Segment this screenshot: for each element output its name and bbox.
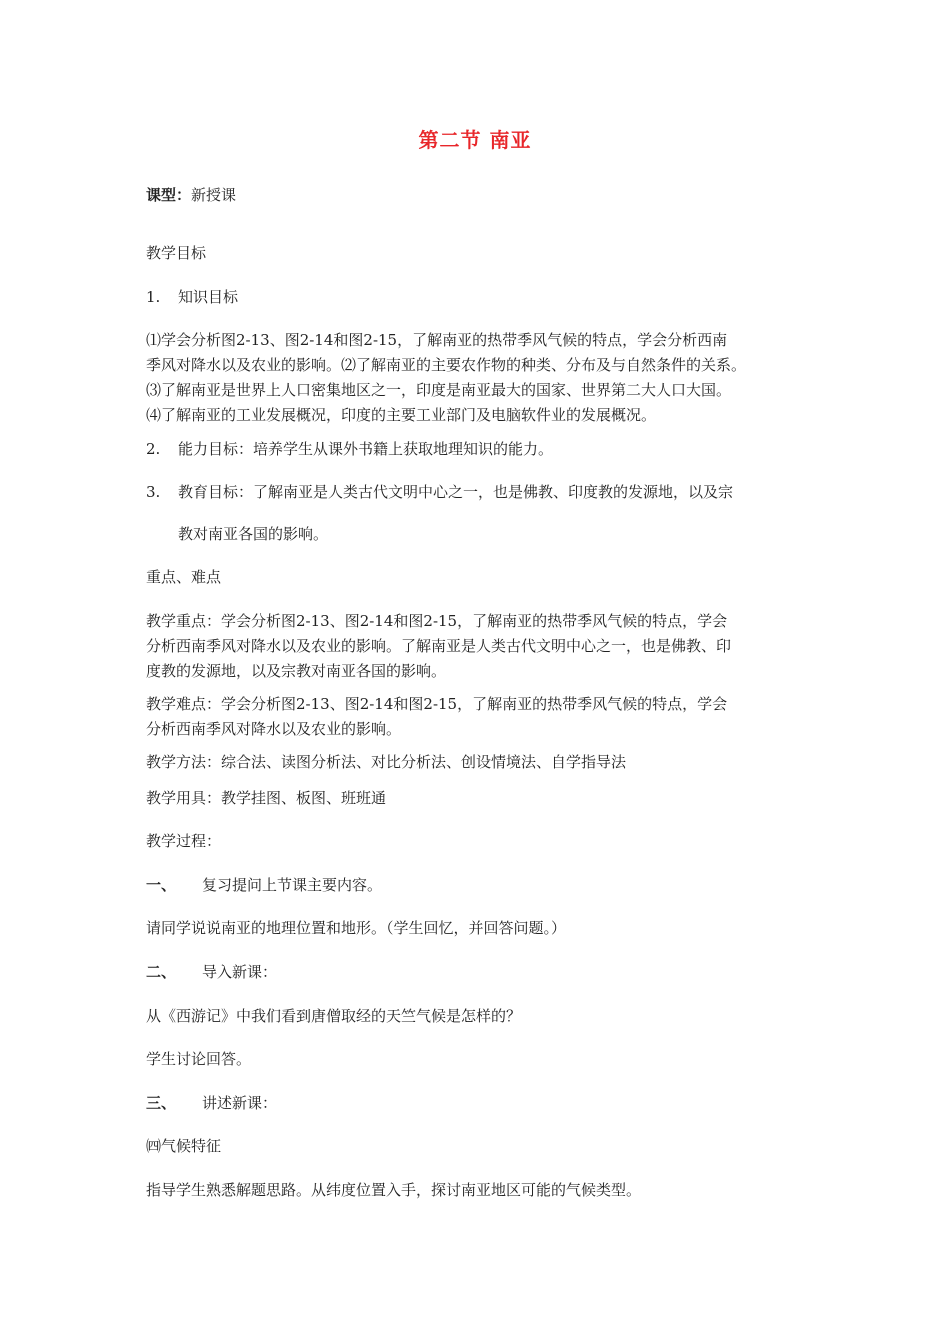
teaching-methods: 教学方法：综合法、读图分析法、对比分析法、创设情境法、自学指导法 bbox=[146, 753, 627, 771]
item-number: 2. bbox=[146, 440, 161, 458]
difficulties-line-2: 分析西南季风对降水以及农业的影响。 bbox=[146, 720, 402, 738]
item-number: 3. bbox=[146, 483, 161, 501]
page-title: 第二节 南亚 bbox=[418, 128, 532, 152]
lesson-type-value: 新授课 bbox=[191, 186, 237, 204]
process-heading: 教学过程： bbox=[146, 832, 222, 850]
knowledge-objective-heading bbox=[146, 285, 238, 310]
section-number: 二、 bbox=[146, 963, 177, 981]
lesson-type-label: 课型： bbox=[146, 186, 192, 204]
section-2-heading bbox=[146, 960, 277, 985]
climate-heading: ㈣气候特征 bbox=[146, 1137, 222, 1155]
key-points-line-2: 分析西南季风对降水以及农业的影响。了解南亚是人类古代文明中心之一，也是佛教、印 bbox=[146, 637, 732, 655]
section-1-body: 请同学说说南亚的地理位置和地形。（学生回忆，并回答问题。） bbox=[146, 919, 567, 937]
education-objective bbox=[146, 480, 733, 505]
section-3-heading bbox=[146, 1091, 277, 1116]
section-number: 一、 bbox=[146, 876, 177, 894]
objectives-heading: 教学目标 bbox=[146, 244, 207, 262]
item-label: 知识目标 bbox=[178, 288, 239, 306]
knowledge-line-4: ⑷了解南亚的工业发展概况，印度的主要工业部门及电脑软件业的发展概况。 bbox=[146, 406, 657, 424]
knowledge-line-1: ⑴学会分析图2-13、图2-14和图2-15，了解南亚的热带季风气候的特点，学会分析西南 bbox=[146, 331, 728, 349]
section-title: 复习提问上节课主要内容。 bbox=[202, 876, 383, 894]
item-text: 教育目标：了解南亚是人类古代文明中心之一，也是佛教、印度教的发源地，以及宗 bbox=[178, 483, 734, 501]
teaching-tools: 教学用具：教学挂图、板图、班班通 bbox=[146, 789, 387, 807]
lesson-type bbox=[146, 183, 236, 208]
item-number: 1. bbox=[146, 288, 161, 306]
section-1-heading bbox=[146, 873, 382, 898]
section-number: 三、 bbox=[146, 1094, 177, 1112]
knowledge-line-2: 季风对降水以及农业的影响。⑵了解南亚的主要农作物的种类、分布及与自然条件的关系。 bbox=[146, 356, 747, 374]
difficulties-line-1: 教学难点：学会分析图2-13、图2-14和图2-15，了解南亚的热带季风气候的特点，学会 bbox=[146, 695, 728, 713]
key-points-heading: 重点、难点 bbox=[146, 568, 222, 586]
key-points-line-1: 教学重点：学会分析图2-13、图2-14和图2-15，了解南亚的热带季风气候的特点，学会 bbox=[146, 612, 728, 630]
section-2-question: 从《西游记》中我们看到唐僧取经的天竺气候是怎样的？ bbox=[146, 1007, 522, 1025]
item-text: 能力目标：培养学生从课外书籍上获取地理知识的能力。 bbox=[178, 440, 554, 458]
section-title: 导入新课： bbox=[202, 963, 278, 981]
ability-objective bbox=[146, 437, 553, 462]
section-title: 讲述新课： bbox=[202, 1094, 278, 1112]
education-objective-continued: 教对南亚各国的影响。 bbox=[178, 525, 329, 543]
knowledge-line-3: ⑶了解南亚是世界上人口密集地区之一，印度是南亚最大的国家、世界第二大人口大国。 bbox=[146, 381, 732, 399]
guidance-text: 指导学生熟悉解题思路。从纬度位置入手，探讨南亚地区可能的气候类型。 bbox=[146, 1181, 642, 1199]
key-points-line-3: 度教的发源地，以及宗教对南亚各国的影响。 bbox=[146, 662, 447, 680]
section-2-answer: 学生讨论回答。 bbox=[146, 1050, 252, 1068]
